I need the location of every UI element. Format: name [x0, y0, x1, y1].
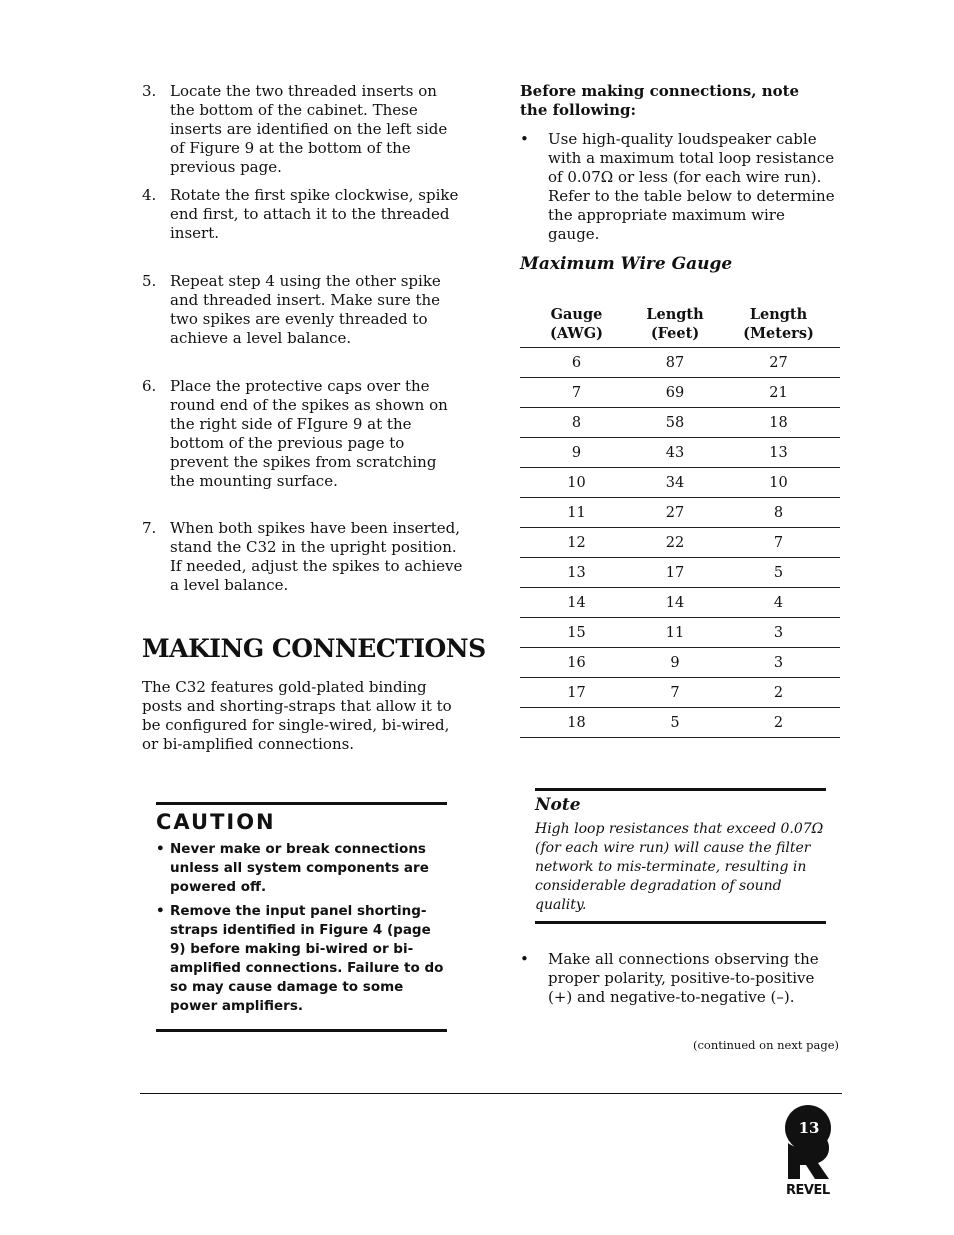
table-cell: 7 [717, 528, 840, 558]
step-4 [142, 186, 464, 243]
table-cell: 43 [633, 438, 717, 468]
step-text: Rotate the first spike clockwise, spike end first, to attach it to the threaded insert. [170, 186, 459, 242]
table-cell: 5 [633, 708, 717, 738]
wire-gauge-table [520, 305, 840, 738]
step-7 [142, 519, 464, 595]
table-cell: 27 [717, 348, 840, 378]
step-text: Place the protective caps over the round end of the spikes as shown on the right side of FIgure 9 at the bottom of the previous page to prevent the spikes from scratching the mounting surface. [170, 377, 448, 490]
step-number: 4. [142, 186, 157, 204]
table-row [520, 588, 840, 618]
table-row [520, 648, 840, 678]
table-cell: 3 [717, 618, 840, 648]
caution-title: CAUTION [156, 810, 276, 834]
table-cell: 9 [520, 438, 633, 468]
table-cell: 2 [717, 678, 840, 708]
right-heading: Before making connections, note the following: [520, 82, 800, 119]
table-cell: 10 [717, 468, 840, 498]
step-3 [142, 82, 464, 177]
table-row [520, 408, 840, 438]
bullet-icon: • [520, 950, 529, 968]
step-number: 6. [142, 377, 157, 395]
table-cell: 10 [520, 468, 633, 498]
caution-list [156, 840, 447, 1016]
table-row [520, 468, 840, 498]
table-row [520, 378, 840, 408]
table-cell: 69 [633, 378, 717, 408]
table-cell: 6 [520, 348, 633, 378]
table-cell: 22 [633, 528, 717, 558]
bullet-icon: • [520, 130, 529, 148]
intro-paragraph: The C32 features gold-plated binding posts and shorting-straps that allow it to be configured for single-wired, bi-wired, or bi-amplified connections. [142, 678, 452, 753]
table-cell: 17 [633, 558, 717, 588]
table-cell: 9 [633, 648, 717, 678]
bullet-cable [520, 130, 838, 244]
step-text: When both spikes have been inserted, stand the C32 in the upright position. If needed, adjust the spikes to achieve a level balance. [170, 519, 463, 594]
step-number: 7. [142, 519, 157, 537]
bullet-text: Use high-quality loudspeaker cable with a maximum total loop resistance of 0.07Ω or less (for each wire run). Refer to the table below to determine the appropriate maximum wire gauge. [548, 130, 835, 243]
table-cell: 2 [717, 708, 840, 738]
step-5 [142, 272, 464, 348]
table-row [520, 558, 840, 588]
caution-item: • Remove the input panel shorting-straps identified in Figure 4 (page 9) before making bi-wired or bi-amplified connections. Failure to do so may cause damage to some power amplifiers. [156, 903, 444, 1014]
note-text: High loop resistances that exceed 0.07Ω (for each wire run) will cause the filter network to mis-terminate, resulting in considerable degradation of sound quality. [535, 821, 824, 913]
table-cell: 13 [717, 438, 840, 468]
table-row [520, 498, 840, 528]
table-cell: 11 [633, 618, 717, 648]
step-number: 3. [142, 82, 157, 100]
page-number: 13 [798, 1119, 820, 1137]
caution-item: • Never make or break connections unless all system components are powered off. [156, 841, 429, 895]
note-box [535, 788, 826, 924]
bullet-polarity [520, 950, 838, 1007]
table-cell: 18 [520, 708, 633, 738]
table-row [520, 678, 840, 708]
table-cell: 7 [633, 678, 717, 708]
section-title: MAKING CONNECTIONS [142, 634, 486, 663]
step-text: Locate the two threaded inserts on the bottom of the cabinet. These inserts are identified on the left side of Figure 9 at the bottom of the previous page. [170, 82, 448, 176]
table-cell: 4 [717, 588, 840, 618]
table-row [520, 348, 840, 378]
header-length-feet: Length (Feet) [633, 305, 717, 348]
bullet-text: Make all connections observing the proper polarity, positive-to-positive (+) and negative-to-negative (–). [548, 950, 819, 1006]
table-cell: 87 [633, 348, 717, 378]
bullet-icon: • [156, 903, 165, 919]
table-cell: 11 [520, 498, 633, 528]
table-cell: 12 [520, 528, 633, 558]
table-cell: 8 [717, 498, 840, 528]
logo-text: REVEL [786, 1183, 830, 1197]
header-length-meters: Length (Meters) [717, 305, 840, 348]
bullet-icon: • [156, 841, 165, 857]
table-cell: 8 [520, 408, 633, 438]
continued-note: (continued on next page) [692, 1038, 839, 1052]
table-cell: 21 [717, 378, 840, 408]
table-cell: 27 [633, 498, 717, 528]
table-row [520, 708, 840, 738]
table-cell: 7 [520, 378, 633, 408]
table-cell: 13 [520, 558, 633, 588]
step-text: Repeat step 4 using the other spike and threaded insert. Make sure the two spikes are evenly threaded to achieve a level balance. [170, 272, 441, 347]
table-row [520, 438, 840, 468]
table-cell: 3 [717, 648, 840, 678]
table-row [520, 528, 840, 558]
step-6 [142, 377, 464, 491]
table-cell: 5 [717, 558, 840, 588]
table-header-row [520, 305, 840, 348]
table-cell: 17 [520, 678, 633, 708]
header-gauge: Gauge (AWG) [520, 305, 633, 348]
note-title: Note [535, 795, 581, 815]
table-cell: 14 [520, 588, 633, 618]
table-cell: 14 [633, 588, 717, 618]
table-cell: 34 [633, 468, 717, 498]
table-title: Maximum Wire Gauge [520, 254, 733, 274]
caution-box [156, 802, 447, 1032]
table-cell: 18 [717, 408, 840, 438]
footer-rule [140, 1093, 842, 1094]
table-cell: 58 [633, 408, 717, 438]
step-number: 5. [142, 272, 157, 290]
table-cell: 15 [520, 618, 633, 648]
table-cell: 16 [520, 648, 633, 678]
table-row [520, 618, 840, 648]
